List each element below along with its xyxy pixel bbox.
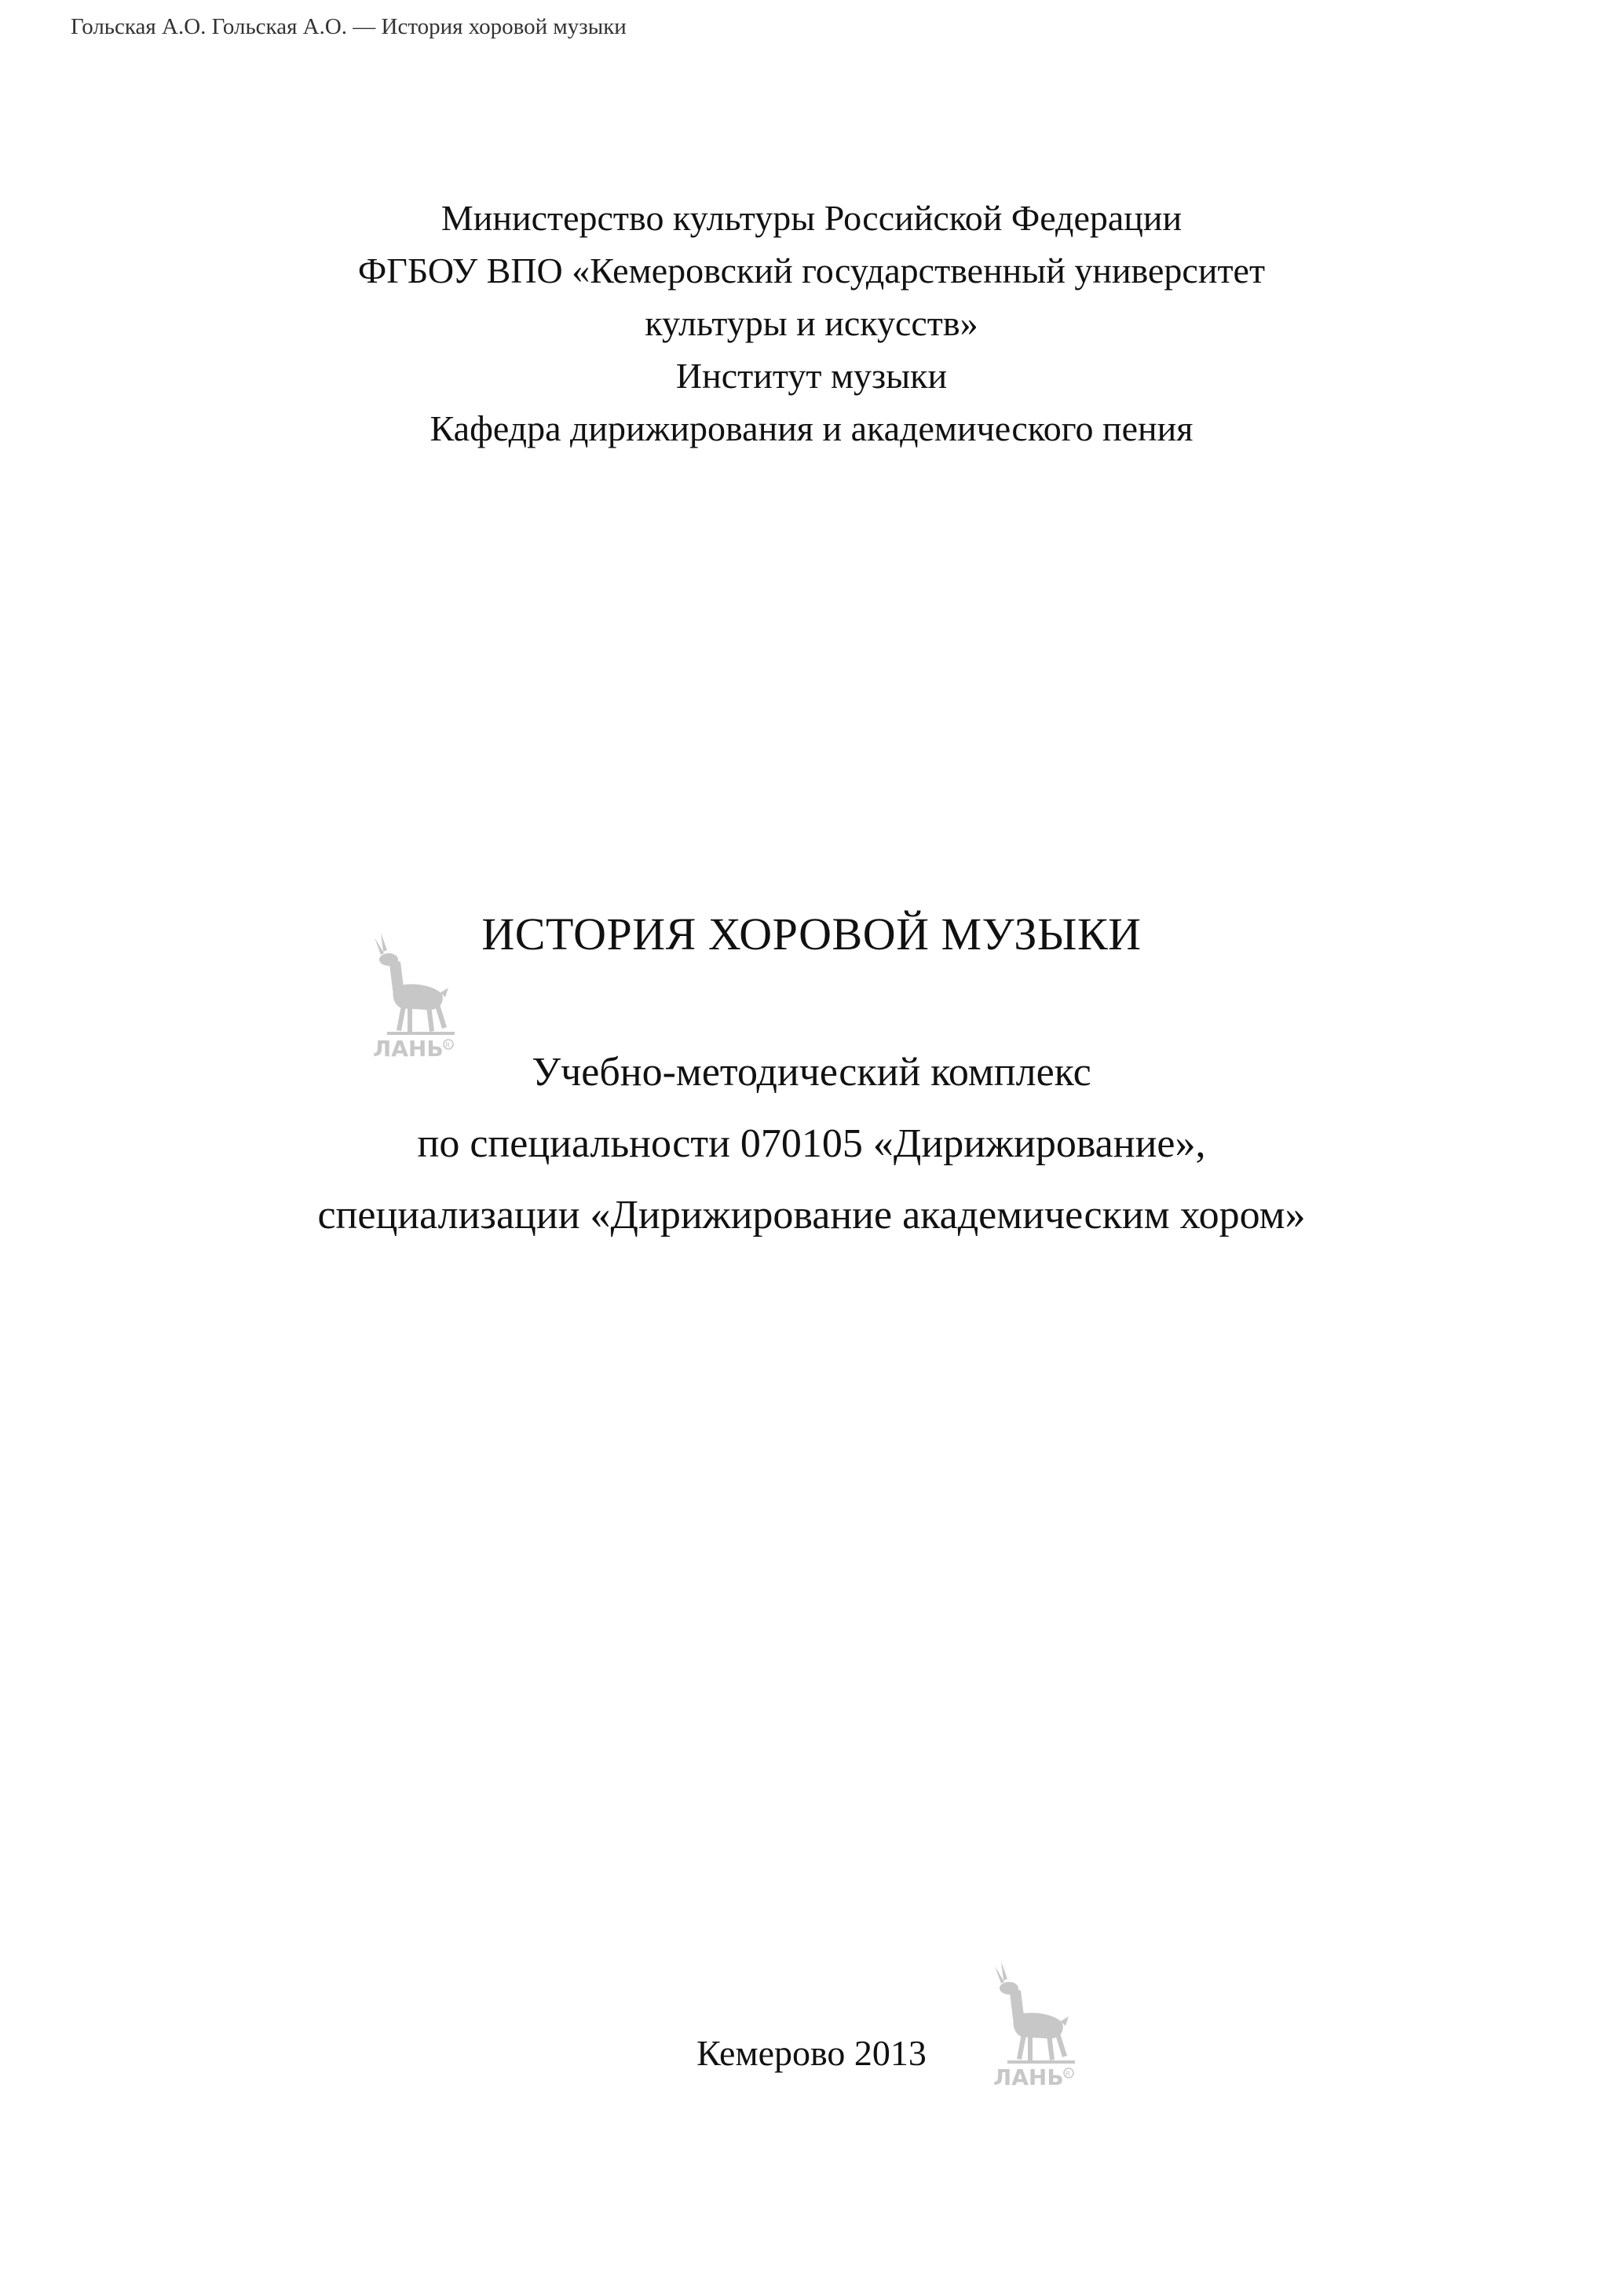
running-header: Гольская А.О. Гольская А.О. — История хоровой музыки: [71, 14, 627, 39]
subtitle-line: по специальности 070105 «Дирижирование»,: [417, 1121, 1206, 1166]
institution-block: [0, 192, 1623, 455]
subtitle-line: специализации «Дирижирование академическим хором»: [317, 1193, 1306, 1238]
institution-line: ФГБОУ ВПО «Кемеровский государственный университет: [357, 250, 1266, 291]
institution-line: Министерство культуры Российской Федерации: [440, 198, 1183, 238]
institution-line: Кафедра дирижирования и академического пения: [430, 408, 1193, 448]
deer-logo-icon: [978, 1955, 1080, 2089]
svg-text:ЛАНЬ: ЛАНЬ: [373, 1036, 444, 1060]
institution-line: Институт музыки: [675, 356, 948, 396]
city-year: Кемерово 2013: [696, 2033, 927, 2073]
svg-text:R: R: [445, 1042, 451, 1050]
subtitle-line: Учебно-методический комплекс: [532, 1050, 1091, 1095]
institution-line: культуры и искусств»: [645, 303, 978, 343]
svg-text:ЛАНЬ: ЛАНЬ: [993, 2064, 1064, 2089]
document-title: ИСТОРИЯ ХОРОВОЙ МУЗЫКИ: [481, 909, 1142, 960]
svg-text:R: R: [1066, 2071, 1071, 2078]
subtitle-block: [0, 1036, 1623, 1251]
